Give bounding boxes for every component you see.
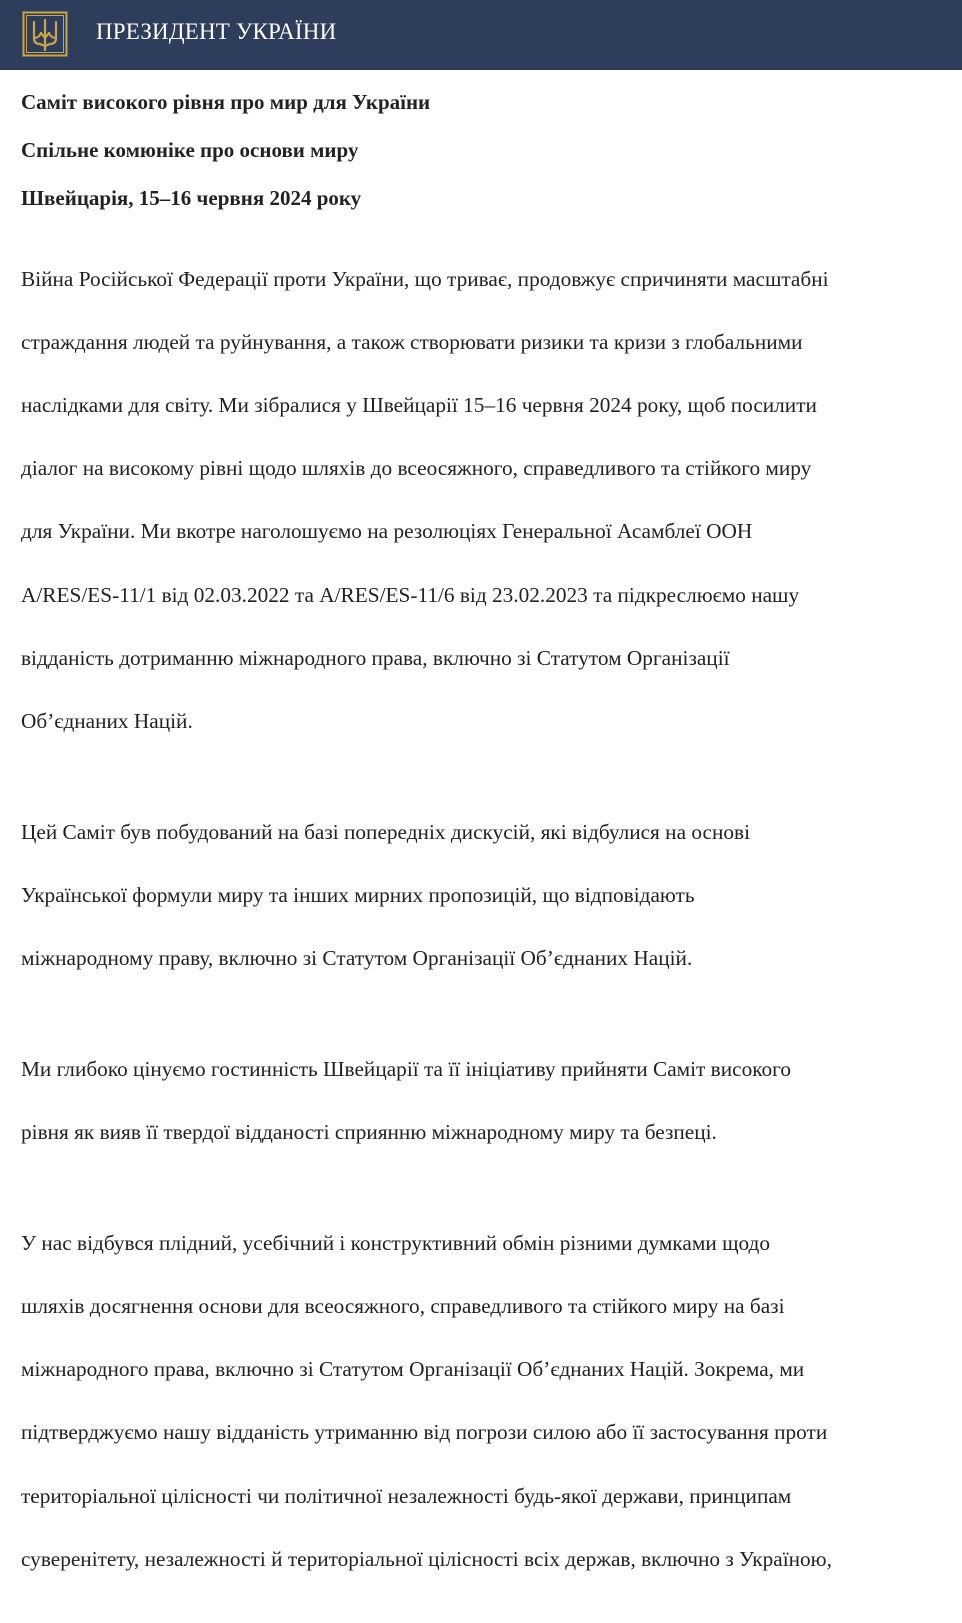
text-line: У нас відбувся плідний, усебічний і конструктивний обмін різними думками щодо xyxy=(21,1230,770,1255)
text-line: для України. Ми вкотре наголошуємо на резолюціях Генеральної Асамблеї ООН xyxy=(21,519,753,544)
site-title[interactable]: ПРЕЗИДЕНТ УКРАЇНИ xyxy=(96,19,337,44)
text-line: міжнародному праву, включно зі Статутом Організації Об’єднаних Націй. xyxy=(21,946,693,971)
text-line: відданість дотриманню міжнародного права, включно зі Статутом Організації xyxy=(21,645,730,670)
text-line: підтверджуємо нашу відданість утриманню від погрози силою або її застосування проти xyxy=(21,1420,828,1445)
summit-title: Саміт високого рівня про мир для України xyxy=(21,90,431,114)
text-line: A/RES/ES-11/1 від 02.03.2022 та A/RES/ES-11/6 від 23.02.2023 та підкреслюємо нашу xyxy=(21,582,800,607)
trident-icon[interactable] xyxy=(22,11,68,57)
text-line: міжнародного права, включно зі Статутом Організації Об’єднаних Націй. Зокрема, ми xyxy=(21,1357,805,1382)
text-line: рівня як вияв її твердої відданості сприянню міжнародному миру та безпеці. xyxy=(21,1120,717,1145)
paragraph-1 xyxy=(21,232,961,769)
communique-title: Спільне комюніке про основи миру xyxy=(21,138,359,162)
text-line: Війна Російської Федерації проти України, що триває, продовжує спричиняти масштабні xyxy=(21,266,829,291)
text-line: територіальної цілісності чи політичної незалежності будь-якої держави, принципам xyxy=(21,1483,792,1508)
text-line: Об’єднаних Націй. xyxy=(21,708,193,733)
paragraph-3 xyxy=(21,1022,961,1180)
text-line: наслідками для світу. Ми зібралися у Швейцарії 15–16 червня 2024 року, щоб посилити xyxy=(21,392,817,417)
text-line: Української формули миру та інших мирних пропозицій, що відповідають xyxy=(21,882,695,907)
text-line: шляхів досягнення основи для всеосяжного, справедливого та стійкого миру на базі xyxy=(21,1294,785,1318)
article-body xyxy=(21,88,961,1623)
text-line: Ми глибоко цінуємо гостинність Швейцарії та її ініціативу прийняти Саміт високого xyxy=(21,1056,791,1081)
text-line: суверенітету, незалежності й територіальної цілісності всіх держав, включно з Україною, xyxy=(21,1546,832,1571)
paragraph-4 xyxy=(21,1196,961,1607)
text-line: Цей Саміт був побудований на базі попередніх дискусій, які відбулися на основі xyxy=(21,819,750,844)
site-header xyxy=(0,0,962,70)
place-date: Швейцарія, 15–16 червня 2024 року xyxy=(21,186,362,210)
text-line: страждання людей та руйнування, а також створювати ризики та кризи з глобальними xyxy=(21,329,803,354)
text-line: діалог на високому рівні щодо шляхів до всеосяжного, справедливого та стійкого миру xyxy=(21,456,812,481)
paragraph-2 xyxy=(21,785,961,1006)
